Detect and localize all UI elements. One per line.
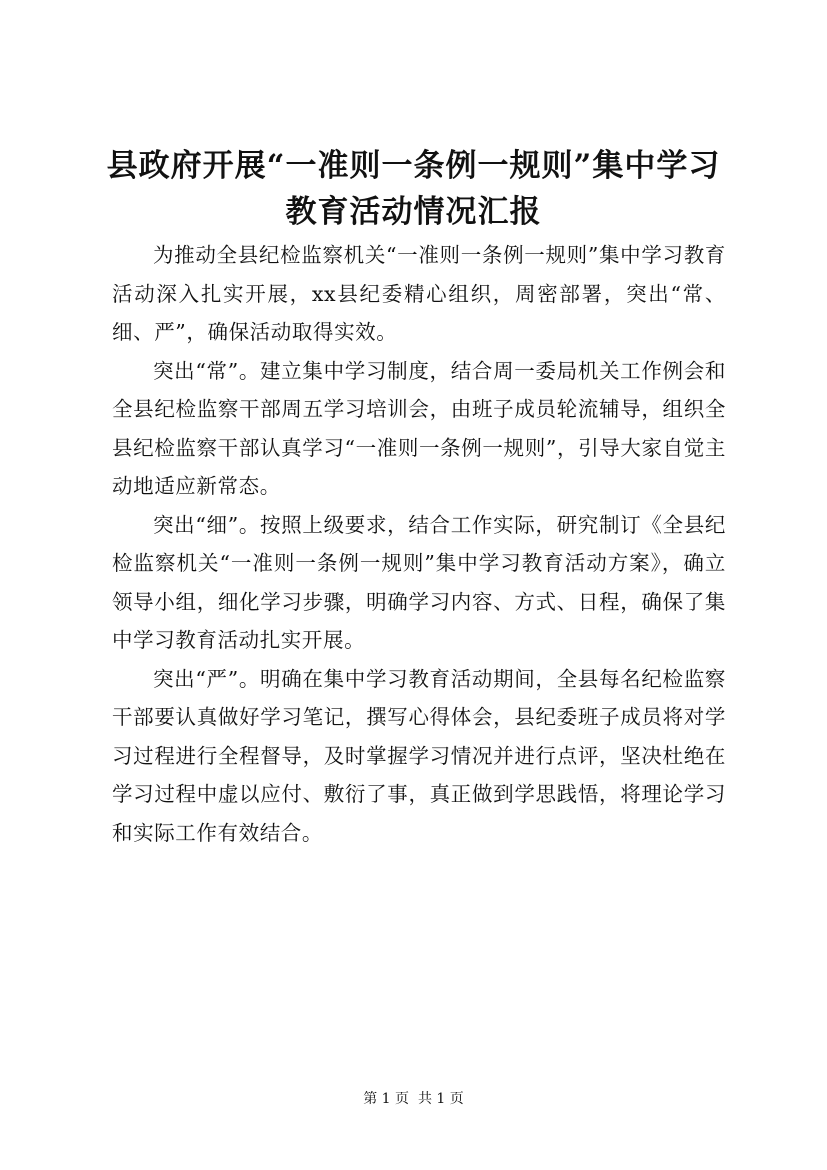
page-number: 第 1 页 共 1 页 bbox=[363, 1091, 464, 1107]
title-line-1: 县政府开展“一准则一条例一规则”集中学习 bbox=[106, 148, 721, 184]
page-footer bbox=[0, 1089, 827, 1109]
document-title bbox=[100, 143, 727, 235]
paragraph-xi: 突出“细”。按照上级要求，结合工作实际，研究制订《全县纪检监察机关“一准则一条例一规则”集中学习教育活动方案》，确立领导小组，细化学习步骤，明确学习内容、方式、日程，确保了集中学习教育活动扎实开展。 bbox=[112, 512, 726, 652]
title-line-2: 教育活动情况汇报 bbox=[285, 194, 542, 230]
paragraph-intro: 为推动全县纪检监察机关“一准则一条例一规则”集中学习教育活动深入扎实开展，xx县纪委精心组织，周密部署，突出“常、细、严”，确保活动取得实效。 bbox=[112, 243, 726, 344]
document-body bbox=[112, 236, 726, 852]
paragraph-chang: 突出“常”。建立集中学习制度，结合周一委局机关工作例会和全县纪检监察干部周五学习培训会，由班子成员轮流辅导，组织全县纪检监察干部认真学习“一准则一条例一规则”，引导大家自觉主动地适应新常态。 bbox=[112, 358, 726, 498]
paragraph-yan: 突出“严”。明确在集中学习教育活动期间，全县每名纪检监察干部要认真做好学习笔记，撰写心得体会，县纪委班子成员将对学习过程进行全程督导，及时掌握学习情况并进行点评，坚决杜绝在学习过程中虚以应付、敷衍了事，真正做到学思践悟，将理论学习和实际工作有效结合。 bbox=[112, 666, 726, 845]
